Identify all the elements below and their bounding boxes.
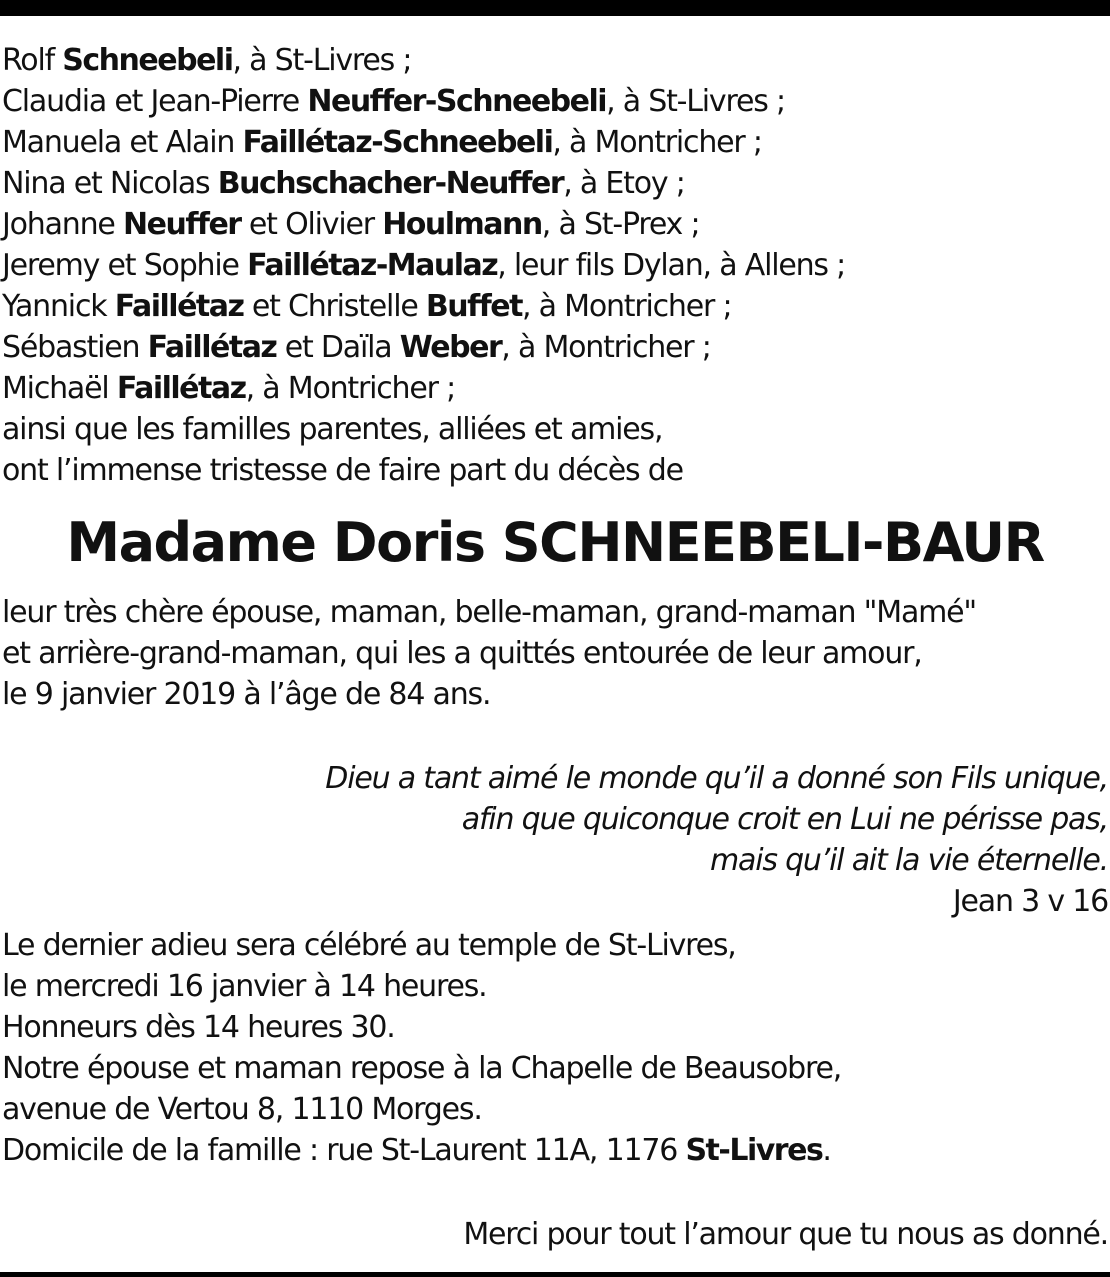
verse-reference: Jean 3 v 16 <box>952 884 1108 919</box>
intro-line: ainsi que les familles parentes, alliées et amies, <box>2 412 663 447</box>
description-line: le 9 janvier 2019 à l’âge de 84 ans. <box>2 677 491 712</box>
family-line: Rolf Schneebeli, à St-Livres ; <box>2 43 412 78</box>
verse-line: mais qu’il ait la vie éternelle. <box>709 843 1108 878</box>
closing-line: Merci pour tout l’amour que tu nous as donné. <box>463 1217 1108 1252</box>
bottom-rule <box>0 1272 1110 1277</box>
top-rule <box>0 0 1110 16</box>
family-line: Michaël Faillétaz, à Montricher ; <box>2 371 455 406</box>
family-line: Manuela et Alain Faillétaz-Schneebeli, à Montricher ; <box>2 125 762 160</box>
family-line: Claudia et Jean-Pierre Neuffer-Schneebeli, à St-Livres ; <box>2 84 785 119</box>
domicile-line: Domicile de la famille : rue St-Laurent 11A, 1176 St-Livres. <box>2 1133 831 1168</box>
family-line: Jeremy et Sophie Faillétaz-Maulaz, leur fils Dylan, à Allens ; <box>2 248 846 283</box>
family-line: Nina et Nicolas Buchschacher-Neuffer, à Etoy ; <box>2 166 685 201</box>
description-line: et arrière-grand-maman, qui les a quittés entourée de leur amour, <box>2 636 922 671</box>
verse-line: Dieu a tant aimé le monde qu’il a donné son Fils unique, <box>325 761 1108 796</box>
verse-line: afin que quiconque croit en Lui ne périsse pas, <box>461 802 1108 837</box>
family-line: Johanne Neuffer et Olivier Houlmann, à St-Prex ; <box>2 207 700 242</box>
service-line: le mercredi 16 janvier à 14 heures. <box>2 969 487 1004</box>
description-line: leur très chère épouse, maman, belle-maman, grand-maman "Mamé" <box>2 595 977 630</box>
service-line: Le dernier adieu sera célébré au temple de St-Livres, <box>2 928 736 963</box>
family-line: Sébastien Faillétaz et Daïla Weber, à Montricher ; <box>2 330 711 365</box>
deceased-name: Madame Doris SCHNEEBELI-BAUR <box>66 511 1044 574</box>
intro-line: ont l’immense tristesse de faire part du décès de <box>2 453 683 488</box>
service-line: Notre épouse et maman repose à la Chapelle de Beausobre, <box>2 1051 842 1086</box>
family-line: Yannick Faillétaz et Christelle Buffet, à Montricher ; <box>2 289 732 324</box>
service-line: Honneurs dès 14 heures 30. <box>2 1010 395 1045</box>
service-line: avenue de Vertou 8, 1110 Morges. <box>2 1092 482 1127</box>
